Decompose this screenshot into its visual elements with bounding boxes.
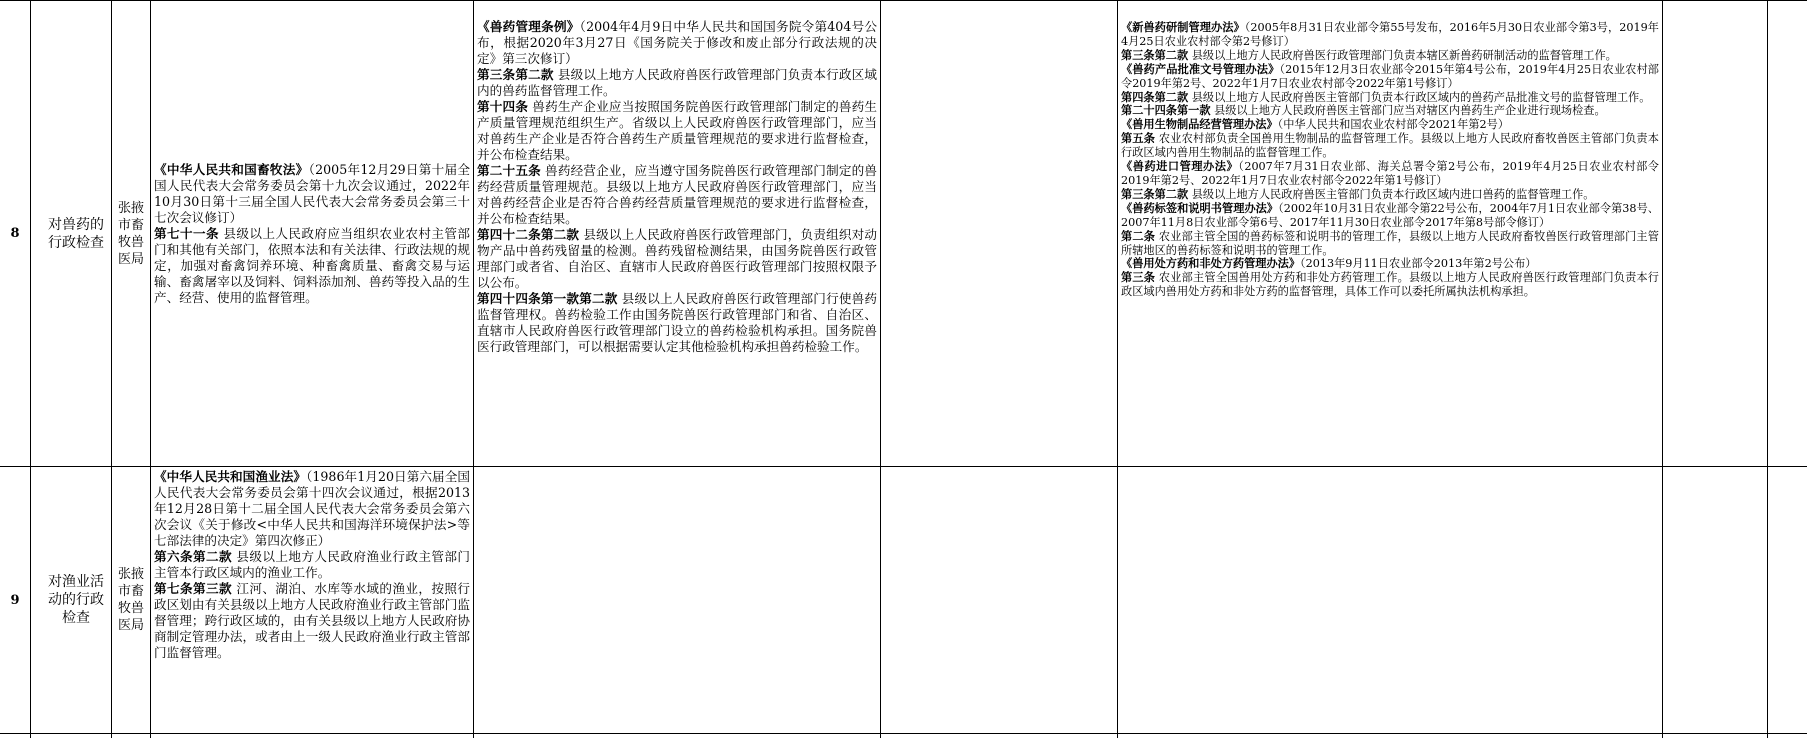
clause-text: 县级以上地方人民政府渔业行政主管部门主管本行政区域内的渔业工作。 bbox=[154, 549, 470, 580]
law-title: 《兽药产品批准文号管理办法》 bbox=[1121, 61, 1280, 76]
row-number: 8 bbox=[10, 226, 20, 241]
clause-text: 农业农村部负责全国兽用生物制品的监督管理工作。县级以上地方人民政府畜牧兽医主管部门负责本行政区域内兽用生物制品的监督管理工作。 bbox=[1121, 132, 1659, 160]
law-entry bbox=[1121, 63, 1659, 119]
legal-basis-regulation bbox=[474, 1, 880, 466]
inspection-item-name: 对兽药的行政检查 bbox=[48, 216, 104, 251]
extra-empty bbox=[1768, 1, 1807, 466]
legal-basis-local-empty bbox=[881, 1, 1117, 466]
law-header bbox=[1121, 160, 1659, 188]
law-entry bbox=[154, 162, 470, 306]
clause-text: 县级以上地方人民政府兽医行政管理部门负责本辖区新兽药研制活动的监督管理工作。 bbox=[1188, 48, 1617, 62]
law-meta: （中华人民共和国农业农村部令2021年第2号） bbox=[1277, 118, 1510, 132]
law-header bbox=[477, 19, 877, 67]
law-entry bbox=[1121, 118, 1659, 160]
law-meta: （2005年12月29日第十届全国人民代表大会常务委员会第十九次会议通过，2022年10月30日第十三届全国人民代表大会常务委员会第三十七次会议修订） bbox=[154, 161, 470, 225]
clause-heading: 第三条第二款 bbox=[1121, 186, 1189, 201]
clause-text: 兽药经营企业，应当遵守国务院兽医行政管理部门制定的兽药经营质量管理规范。县级以上地方人民政府兽医行政管理部门，应当对兽药经营企业是否符合兽药经营质量管理规范的要求进行监督检查，并公布检查结果。 bbox=[477, 163, 877, 226]
law-group bbox=[477, 19, 877, 355]
law-meta: （2002年10月31日农业部令第22号公布，2004年7月1日农业部令第38号、2007年11月8日农业部令第6号、2017年11月30日农业部令2017年第8号部令修订） bbox=[1121, 201, 1659, 229]
law-header bbox=[1121, 202, 1659, 230]
law-header bbox=[1121, 118, 1659, 132]
clause-heading: 第三条第二款 bbox=[477, 67, 554, 82]
law-meta: （2015年12月3日农业部令2015年第4号公布，2019年4月25日农业农村部令2019年第2号、2022年1月7日农业农村部令2022年第1号修订） bbox=[1121, 62, 1659, 90]
law-clause bbox=[1121, 188, 1659, 202]
law-clause bbox=[1121, 49, 1659, 63]
law-title: 《兽用生物制品经营管理办法》 bbox=[1121, 117, 1278, 132]
law-header bbox=[1121, 63, 1659, 91]
clause-heading: 第四条第二款 bbox=[1121, 89, 1189, 104]
law-header bbox=[154, 469, 470, 549]
clause-text: 县级以上地方人民政府兽医主管部门负责本行政区域内的兽药产品批准文号的监督管理工作。 bbox=[1188, 90, 1651, 104]
clause-text: 农业部主管全国的兽药标签和说明书的管理工作，县级以上地方人民政府畜牧兽医行政管理部门主管所辖地区的兽药标签和说明书的管理工作。 bbox=[1121, 229, 1659, 257]
law-clause bbox=[154, 226, 470, 306]
clause-heading: 第二十四条第一款 bbox=[1121, 103, 1211, 118]
law-clause bbox=[1121, 230, 1659, 258]
law-title: 《中华人民共和国畜牧法》 bbox=[154, 161, 309, 177]
department: 张掖市畜牧兽医局 bbox=[117, 200, 144, 267]
legal-basis-rules-empty bbox=[1118, 467, 1662, 733]
remarks-empty bbox=[1663, 467, 1767, 733]
law-entry bbox=[1121, 21, 1659, 63]
law-title: 《中华人民共和国渔业法》 bbox=[154, 469, 307, 484]
inspection-item-name: 对渔业活动的行政检查 bbox=[48, 574, 104, 626]
law-clause bbox=[1121, 91, 1659, 105]
clause-text: 县级以上地方人民政府兽医主管部门应当对辖区内兽药生产企业进行现场检查。 bbox=[1210, 104, 1606, 118]
law-title: 《兽药标签和说明书管理办法》 bbox=[1121, 200, 1279, 215]
law-clause bbox=[477, 163, 877, 227]
law-title: 《兽药进口管理办法》 bbox=[1121, 159, 1239, 174]
legal-basis-regulation-empty bbox=[474, 467, 880, 733]
row-bottom-border bbox=[0, 733, 1807, 734]
law-clause bbox=[477, 227, 877, 291]
clause-heading: 第六条第二款 bbox=[154, 549, 232, 564]
clause-heading: 第二条 bbox=[1121, 228, 1156, 243]
law-clause bbox=[1121, 104, 1659, 118]
clause-text: 县级以上人民政府应当组织农业农村主管部门和其他有关部门，依照本法和有关法律、行政法规的规定，加强对畜禽饲养环境、种畜禽质量、畜禽交易与运输、畜禽屠宰以及饲料、饲料添加剂、兽药等投入品的生产、经营、使用的监督管理。 bbox=[154, 225, 470, 305]
law-meta: （2005年8月31日农业部令第55号发布，2016年5月30日农业部令第3号，2019年4月25日农业农村部令第2号修订） bbox=[1121, 21, 1659, 48]
department: 张掖市畜牧兽医局 bbox=[117, 567, 144, 633]
law-group bbox=[1121, 21, 1659, 299]
legal-basis-rules bbox=[1118, 1, 1662, 466]
law-group bbox=[154, 162, 470, 306]
legal-basis-local-empty bbox=[881, 467, 1117, 733]
clause-heading: 第五条 bbox=[1121, 131, 1156, 146]
clause-heading: 第十四条 bbox=[477, 99, 529, 114]
remarks-empty bbox=[1663, 1, 1767, 466]
law-clause bbox=[1121, 271, 1659, 299]
law-clause bbox=[154, 581, 470, 661]
law-clause bbox=[154, 549, 470, 581]
law-meta: （2004年4月9日中华人民共和国国务院令第404号公布，根据2020年3月27日《国务院关于修改和废止部分行政法规的决定》第三次修订） bbox=[477, 19, 877, 66]
clause-text: 兽药生产企业应当按照国务院兽医行政管理部门制定的兽药生产质量管理规范组织生产。省级以上人民政府兽医行政管理部门，应当对兽药生产企业是否符合兽药生产质量管理规范的要求进行监督检查，并公布检查结果。 bbox=[477, 99, 878, 162]
law-entry bbox=[477, 19, 877, 355]
extra-empty bbox=[1768, 467, 1807, 733]
clause-heading: 第四十二条第二款 bbox=[477, 227, 580, 242]
law-clause bbox=[477, 291, 877, 355]
legal-basis-law bbox=[151, 467, 473, 733]
clause-heading: 第四十四条第一款第二款 bbox=[477, 291, 618, 306]
law-clause bbox=[1121, 132, 1659, 160]
law-entry bbox=[1121, 257, 1659, 299]
clause-heading: 第三条 bbox=[1121, 270, 1156, 285]
clause-text: 县级以上人民政府兽医行政管理部门，负责组织对动物产品中兽药残留量的检测。兽药残留检测结果，由国务院兽医行政管理部门或者省、自治区、直辖市人民政府兽医行政管理部门按照权限予以公布。 bbox=[477, 227, 878, 290]
law-clause bbox=[477, 67, 877, 99]
legal-basis-law bbox=[151, 1, 473, 466]
law-header bbox=[1121, 21, 1659, 49]
law-entry bbox=[1121, 202, 1659, 258]
law-title: 《兽药管理条例》 bbox=[477, 19, 580, 34]
clause-heading: 第二十五条 bbox=[477, 163, 541, 178]
law-meta: （1986年1月20日第六届全国人民代表大会常务委员会第十四次会议通过，根据2013年12月28日第十二届全国人民代表大会常务委员会第六次会议《关于修改<中华人民共和国海洋环境保护法>等七部法律的决定》第四次修正） bbox=[154, 469, 470, 548]
law-clause bbox=[477, 99, 877, 163]
law-meta: （2007年7月31日农业部、海关总署令第2号公布，2019年4月25日农业农村部令2019年第2号、2022年1月7日农业农村部令2022年第1号修订） bbox=[1121, 160, 1659, 187]
clause-text: 县级以上地方人民政府兽医行政管理部门负责本行政区域内的兽药监督管理工作。 bbox=[477, 67, 878, 98]
clause-text: 江河、湖泊、水库等水域的渔业，按照行政区划由有关县级以上地方人民政府渔业行政主管部门监督管理；跨行政区域的，由有关县级以上地方人民政府协商制定管理办法，或者由上一级人民政府渔业行政主管部门监督管理。 bbox=[154, 581, 470, 660]
clause-text: 农业部主管全国兽用处方药和非处方药管理工作。县级以上地方人民政府兽医行政管理部门负责本行政区域内兽用处方药和非处方药的监督管理，具体工作可以委托所属执法机构承担。 bbox=[1121, 271, 1659, 299]
law-meta: （2013年9月11日农业部令2013年第2号公布） bbox=[1300, 257, 1537, 271]
law-title: 《兽用处方药和非处方药管理办法》 bbox=[1121, 256, 1301, 271]
law-title: 《新兽药研制管理办法》 bbox=[1121, 20, 1245, 34]
law-entry bbox=[154, 469, 470, 661]
clause-heading: 第三条第二款 bbox=[1121, 47, 1189, 62]
law-group bbox=[154, 469, 470, 661]
row-number: 9 bbox=[10, 592, 20, 608]
clause-text: 县级以上人民政府兽医行政管理部门行使兽药监督管理权。兽药检验工作由国务院兽医行政管理部门和省、自治区、直辖市人民政府兽医行政管理部门设立的兽药检验机构承担。国务院兽医行政管理部门，可以根据需要认定其他检验机构承担兽药检验工作。 bbox=[477, 291, 877, 354]
law-header bbox=[154, 162, 470, 226]
clause-text: 县级以上地方人民政府兽医主管部门负责本行政区域内进口兽药的监督管理工作。 bbox=[1188, 187, 1595, 201]
clause-heading: 第七十一条 bbox=[154, 225, 219, 241]
law-header bbox=[1121, 257, 1659, 271]
clause-heading: 第七条第三款 bbox=[154, 581, 232, 596]
law-entry bbox=[1121, 160, 1659, 202]
